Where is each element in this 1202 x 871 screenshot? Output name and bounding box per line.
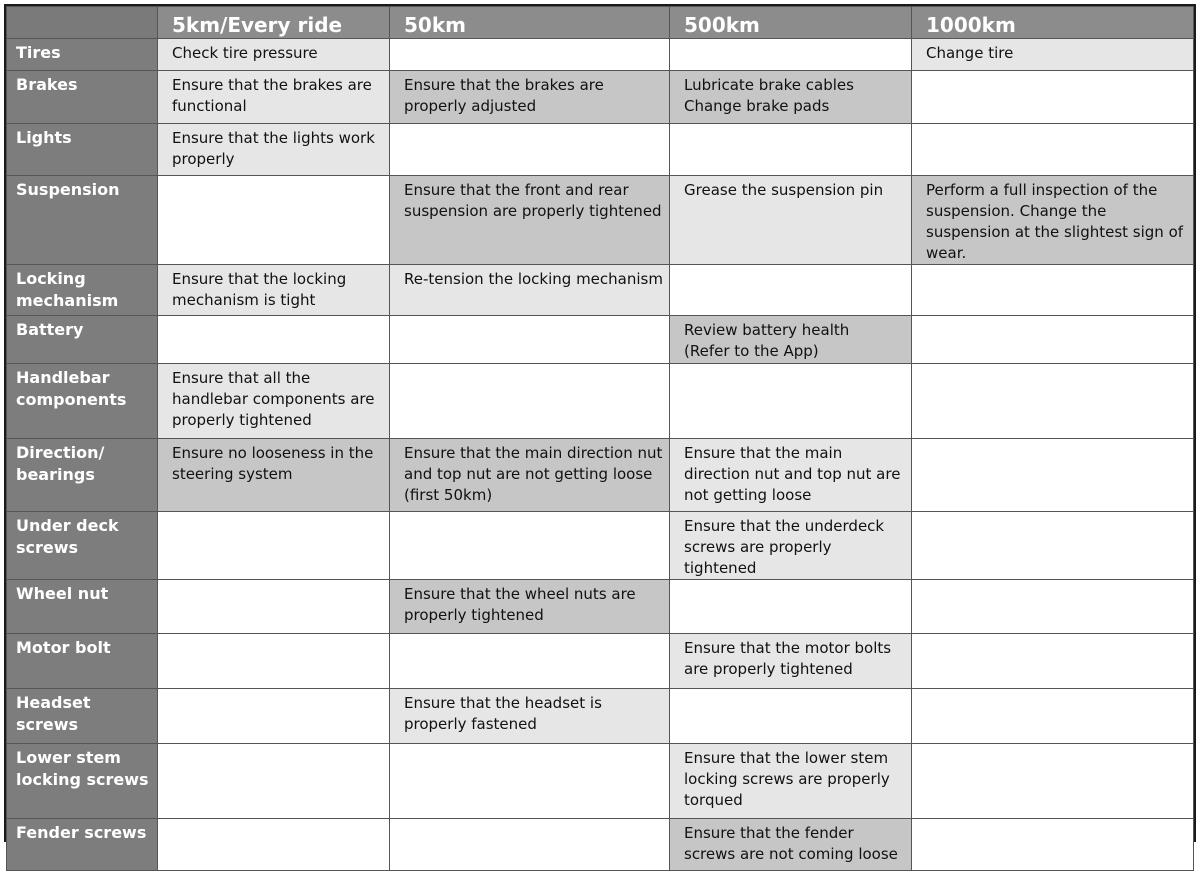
table-cell [912, 439, 1194, 512]
table-cell [670, 39, 912, 71]
table-cell [158, 176, 390, 265]
table-cell [390, 364, 670, 439]
table-cell [670, 265, 912, 316]
table-cell [670, 580, 912, 634]
table-row [7, 580, 1194, 634]
table-cell: Ensure that all the handlebar components are properly tightened [158, 364, 390, 439]
table-cell: Lubricate brake cables Change brake pads [670, 71, 912, 124]
table-cell [158, 580, 390, 634]
table-row [7, 364, 1194, 439]
row-label: Battery [7, 316, 158, 364]
table-row [7, 689, 1194, 744]
table-cell: Ensure that the locking mechanism is tight [158, 265, 390, 316]
table-cell: Change tire [912, 39, 1194, 71]
table-cell [390, 744, 670, 819]
row-label: Brakes [7, 71, 158, 124]
header-corner [7, 7, 158, 39]
row-label: Headset screws [7, 689, 158, 744]
table-cell [912, 744, 1194, 819]
table-cell: Check tire pressure [158, 39, 390, 71]
table-cell [390, 124, 670, 176]
table-row [7, 744, 1194, 819]
table-cell [390, 634, 670, 689]
table-cell [912, 71, 1194, 124]
table-cell [670, 124, 912, 176]
table-row [7, 819, 1194, 871]
table-cell: Ensure that the brakes are functional [158, 71, 390, 124]
table-cell [912, 634, 1194, 689]
table-cell [912, 364, 1194, 439]
table-cell [670, 364, 912, 439]
row-label: Locking mechanism [7, 265, 158, 316]
table-cell [158, 689, 390, 744]
column-header-1000km: 1000km [912, 7, 1194, 39]
row-label: Fender screws [7, 819, 158, 871]
table-cell: Ensure that the brakes are properly adjusted [390, 71, 670, 124]
table-cell: Ensure that the front and rear suspension are properly tightened [390, 176, 670, 265]
row-label: Direction/ bearings [7, 439, 158, 512]
table-cell [912, 689, 1194, 744]
table-cell: Ensure that the lower stem locking screws are properly torqued [670, 744, 912, 819]
row-label: Handlebar components [7, 364, 158, 439]
row-label: Motor bolt [7, 634, 158, 689]
row-label: Lights [7, 124, 158, 176]
table-cell: Ensure that the lights work properly [158, 124, 390, 176]
table-row [7, 265, 1194, 316]
table-cell [912, 580, 1194, 634]
table-cell [390, 316, 670, 364]
table-row [7, 439, 1194, 512]
table-cell: Ensure that the headset is properly fastened [390, 689, 670, 744]
row-label: Under deck screws [7, 512, 158, 580]
table-cell: Re-tension the locking mechanism [390, 265, 670, 316]
table-row [7, 39, 1194, 71]
table-cell [670, 689, 912, 744]
table-cell: Perform a full inspection of the suspension. Change the suspension at the slightest sign of wear. [912, 176, 1194, 265]
table-cell [158, 819, 390, 871]
table-cell [912, 316, 1194, 364]
table-cell: Ensure that the main direction nut and top nut are not getting loose (first 50km) [390, 439, 670, 512]
table-cell: Ensure no looseness in the steering system [158, 439, 390, 512]
table-row [7, 512, 1194, 580]
column-header-500km: 500km [670, 7, 912, 39]
table-cell: Ensure that the underdeck screws are properly tightened [670, 512, 912, 580]
table-cell [158, 634, 390, 689]
table-row [7, 124, 1194, 176]
table-cell [912, 819, 1194, 871]
header-row [7, 7, 1194, 39]
table-cell: Grease the suspension pin [670, 176, 912, 265]
column-header-50km: 50km [390, 7, 670, 39]
maintenance-schedule [4, 4, 1196, 863]
maintenance-table [6, 6, 1194, 871]
table-cell [912, 265, 1194, 316]
row-label: Lower stem locking screws [7, 744, 158, 819]
table-row [7, 634, 1194, 689]
table-cell [390, 39, 670, 71]
table-cell [158, 744, 390, 819]
table-cell [912, 124, 1194, 176]
table-cell [158, 512, 390, 580]
table-cell: Ensure that the fender screws are not coming loose [670, 819, 912, 871]
row-label: Suspension [7, 176, 158, 265]
column-header-5km: 5km/Every ride [158, 7, 390, 39]
row-label: Tires [7, 39, 158, 71]
table-cell [390, 819, 670, 871]
table-cell [158, 316, 390, 364]
table-cell: Ensure that the main direction nut and top nut are not getting loose [670, 439, 912, 512]
table-cell: Review battery health (Refer to the App) [670, 316, 912, 364]
table-cell [390, 512, 670, 580]
table-row [7, 316, 1194, 364]
row-label: Wheel nut [7, 580, 158, 634]
table-row [7, 176, 1194, 265]
table-cell [912, 512, 1194, 580]
table-cell: Ensure that the wheel nuts are properly tightened [390, 580, 670, 634]
table-row [7, 71, 1194, 124]
table-cell: Ensure that the motor bolts are properly tightened [670, 634, 912, 689]
